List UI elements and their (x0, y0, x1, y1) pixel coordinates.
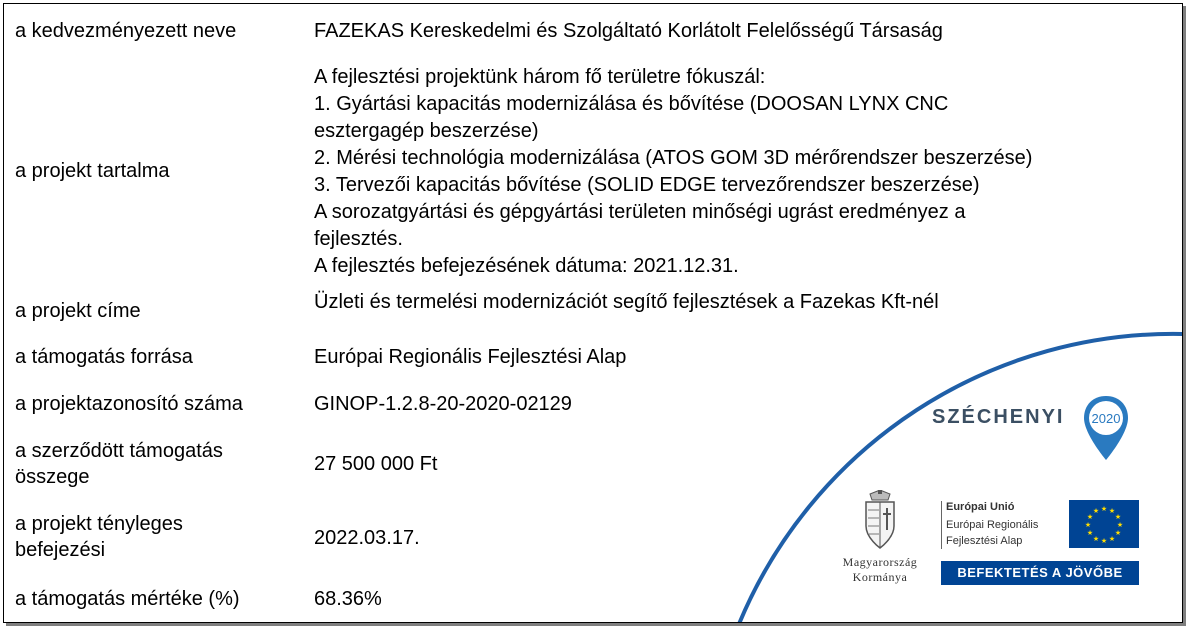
value-project-id: GINOP-1.2.8-20-2020-02129 (314, 393, 572, 415)
label-contracted-amount-line-2: összege (15, 466, 90, 488)
svg-text:★: ★ (1116, 521, 1124, 529)
value-beneficiary-name: FAZEKAS Kereskedelmi és Szolgáltató Korlátolt Felelősségű Társaság (314, 20, 943, 42)
svg-text:★: ★ (1086, 513, 1094, 521)
value-project-title: Üzleti és termelési modernizációt segítő fejlesztések a Fazekas Kft-nél (314, 291, 939, 313)
project-info-panel (3, 3, 1183, 623)
label-project-content: a projekt tartalma (15, 160, 170, 182)
eu-flag-icon (1069, 500, 1139, 548)
svg-text:★: ★ (1100, 537, 1108, 545)
government-line-2: Kormánya (852, 570, 908, 584)
frame-shadow-bottom (6, 623, 1186, 626)
svg-text:★: ★ (1114, 529, 1122, 537)
eu-fund-line-1: Európai Regionális (946, 519, 1039, 531)
value-project-content-line-2: 1. Gyártási kapacitás modernizálása és bővítése (DOOSAN LYNX CNC (314, 93, 949, 115)
svg-text:★: ★ (1092, 535, 1100, 543)
svg-text:★: ★ (1108, 507, 1116, 515)
value-funding-source: Európai Regionális Fejlesztési Alap (314, 346, 627, 368)
value-contracted-amount: 27 500 000 Ft (314, 453, 438, 475)
svg-text:★: ★ (1086, 529, 1094, 537)
svg-text:★: ★ (1092, 507, 1100, 515)
label-funding-source: a támogatás forrása (15, 346, 193, 368)
label-project-id: a projektazonosító száma (15, 393, 243, 415)
eu-divider (941, 501, 942, 549)
svg-text:★: ★ (1108, 535, 1116, 543)
value-project-content-line-6: A sorozatgyártási és gépgyártási területen minőségi ugrást eredményez a (314, 201, 966, 223)
svg-text:★: ★ (1100, 505, 1108, 513)
szechenyi-year: 2020 (1091, 411, 1121, 426)
szechenyi-logo-text: SZÉCHENYI (932, 406, 1065, 428)
label-beneficiary-name: a kedvezményezett neve (15, 20, 237, 42)
value-actual-completion: 2022.03.17. (314, 527, 420, 549)
svg-text:★: ★ (1114, 513, 1122, 521)
label-contracted-amount-line-1: a szerződött támogatás (15, 440, 223, 462)
value-project-content-line-7: fejlesztés. (314, 228, 403, 250)
value-support-rate: 68.36% (314, 588, 382, 610)
szechenyi-pin-icon (1082, 394, 1130, 464)
value-project-content-line-8: A fejlesztés befejezésének dátuma: 2021.12.31. (314, 255, 739, 277)
value-project-content-line-3: esztergagép beszerzése) (314, 120, 539, 142)
invest-future-banner: BEFEKTETÉS A JÖVŐBE (941, 561, 1139, 585)
eu-title: Európai Unió (946, 501, 1015, 513)
label-actual-completion-line-1: a projekt tényleges (15, 513, 183, 535)
svg-text:★: ★ (1084, 521, 1092, 529)
eu-fund-line-2: Fejlesztési Alap (946, 535, 1023, 547)
hungarian-coat-of-arms-icon (850, 490, 910, 552)
frame-shadow-right (1183, 6, 1186, 626)
value-project-content-line-5: 3. Tervezői kapacitás bővítése (SOLID EDGE tervezőrendszer beszerzése) (314, 174, 980, 196)
government-line-1: Magyarország (842, 555, 918, 569)
value-project-content-line-1: A fejlesztési projektünk három fő területre fókuszál: (314, 66, 766, 88)
label-project-title: a projekt címe (15, 300, 141, 322)
label-actual-completion-line-2: befejezési (15, 539, 106, 561)
value-project-content-line-4: 2. Mérési technológia modernizálása (ATOS GOM 3D mérőrendszer beszerzése) (314, 147, 1033, 169)
label-support-rate: a támogatás mértéke (%) (15, 588, 240, 610)
